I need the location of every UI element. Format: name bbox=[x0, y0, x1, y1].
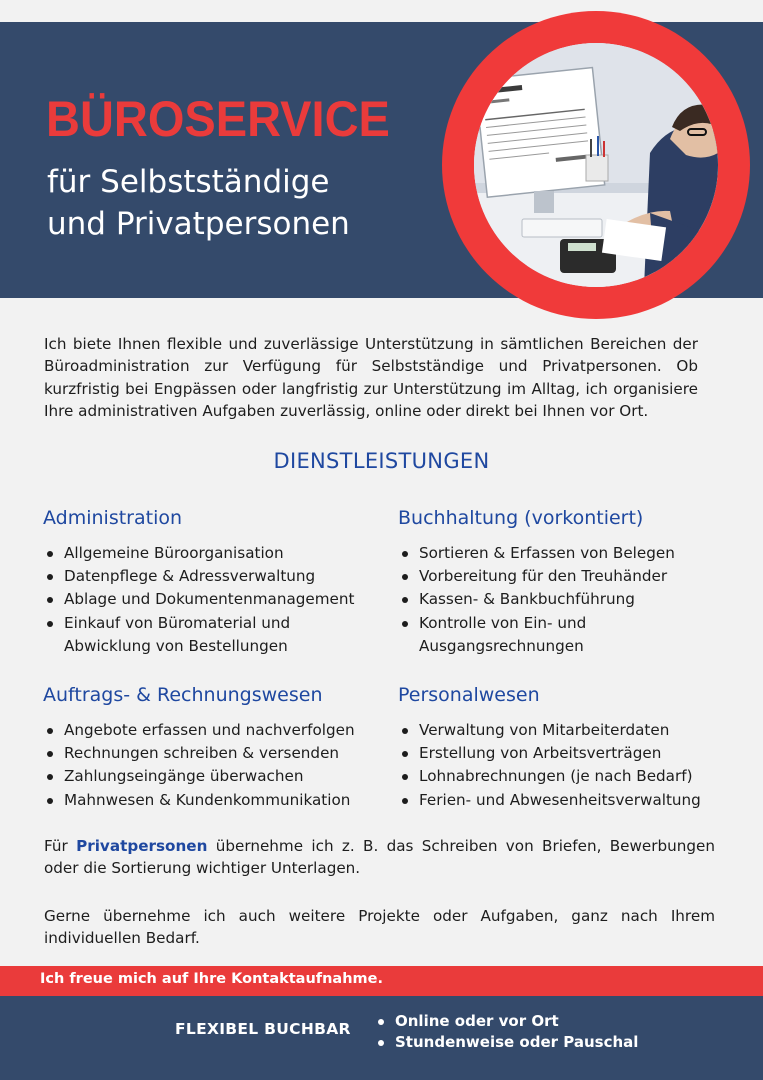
list-item: Zahlungseingänge überwachen bbox=[43, 765, 383, 788]
page-title: BÜROSERVICE bbox=[46, 91, 390, 147]
list-item: Einkauf von Büromaterial und Abwicklung von Bestellungen bbox=[43, 612, 326, 658]
contact-bar bbox=[0, 966, 763, 996]
private-text-before: Für bbox=[44, 837, 77, 855]
service-title: Personalwesen bbox=[398, 684, 540, 706]
footer-list bbox=[374, 1011, 638, 1053]
header-photo bbox=[474, 43, 718, 287]
list-item: Sortieren & Erfassen von Belegen bbox=[398, 542, 738, 565]
list-item: Allgemeine Büroorganisation bbox=[43, 542, 383, 565]
list-item: Datenpflege & Adressverwaltung bbox=[43, 565, 383, 588]
list-item: Verwaltung von Mitarbeiterdaten bbox=[398, 719, 738, 742]
list-item: Kassen- & Bankbuchführung bbox=[398, 588, 738, 611]
service-title: Buchhaltung (vorkontiert) bbox=[398, 507, 644, 529]
footer bbox=[0, 996, 763, 1080]
private-paragraph bbox=[44, 835, 715, 880]
service-personal bbox=[398, 684, 738, 812]
private-text-after: übernehme ich z. B. das Schreiben von Briefen, Bewerbungen oder die Sortierung wichtiger Unterlagen. bbox=[44, 837, 715, 878]
service-buchhaltung bbox=[398, 507, 738, 658]
list-item: Erstellung von Arbeitsverträgen bbox=[398, 742, 738, 765]
intro-paragraph: Ich biete Ihnen flexible und zuverlässige Unterstützung in sämtlichen Bereichen der Büroadministration zur Verfügung für Selbstständige und Privatpersonen. Ob kurzfristig bei Engpässen oder langfristig zur Unterstützung im Alltag, ich organisiere Ihre administrativen Aufgaben zuverlässig, online oder direkt bei Ihnen vor Ort. bbox=[44, 335, 698, 420]
service-list bbox=[398, 542, 738, 658]
footer-label: FLEXIBEL BUCHBAR bbox=[175, 1020, 351, 1038]
list-item: Mahnwesen & Kundenkommunikation bbox=[43, 789, 383, 812]
service-title: Auftrags- & Rechnungswesen bbox=[43, 684, 323, 706]
list-item: Vorbereitung für den Treuhänder bbox=[398, 565, 738, 588]
footer-item: Online oder vor Ort bbox=[374, 1011, 638, 1032]
service-auftrags bbox=[43, 684, 383, 812]
service-list bbox=[43, 542, 383, 658]
list-item: Ablage und Dokumentenmanagement bbox=[43, 588, 383, 611]
contact-bar-text: Ich freue mich auf Ihre Kontaktaufnahme. bbox=[40, 971, 383, 987]
list-item: Rechnungen schreiben & versenden bbox=[43, 742, 383, 765]
service-administration bbox=[43, 507, 383, 658]
service-list bbox=[398, 719, 738, 812]
services-heading: DIENSTLEISTUNGEN bbox=[273, 449, 490, 473]
page-subtitle bbox=[47, 161, 350, 245]
list-item: Ferien- und Abwesenheitsverwaltung bbox=[398, 789, 738, 812]
subtitle-line-2: und Privatpersonen bbox=[47, 206, 350, 242]
footer-item: Stundenweise oder Pauschal bbox=[374, 1032, 638, 1053]
service-list bbox=[43, 719, 383, 812]
list-item: Angebote erfassen und nachverfolgen bbox=[43, 719, 383, 742]
private-highlight: Privatpersonen bbox=[76, 837, 208, 855]
service-title: Administration bbox=[43, 507, 183, 529]
projects-paragraph: Gerne übernehme ich auch weitere Projekte oder Aufgaben, ganz nach Ihrem individuellen Bedarf. bbox=[44, 907, 715, 948]
list-item: Lohnabrechnungen (je nach Bedarf) bbox=[398, 765, 738, 788]
list-item: Kontrolle von Ein- und Ausgangsrechnungen bbox=[398, 612, 619, 658]
subtitle-line-1: für Selbstständige bbox=[47, 164, 330, 200]
office-photo-illustration bbox=[474, 43, 718, 287]
